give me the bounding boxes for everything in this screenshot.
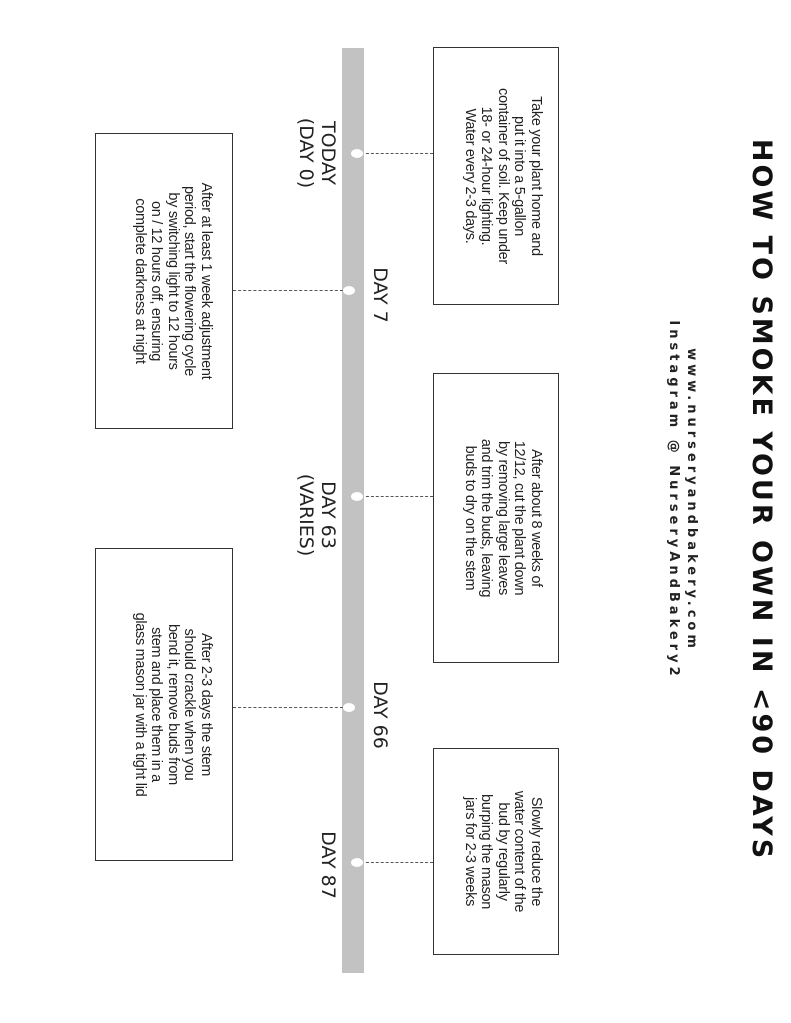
step-4-line: bend it, remove buds from <box>165 624 181 785</box>
step-3-line: 12/12, cut the plant down <box>511 440 528 596</box>
instagram-handle: Instagram @ NurseryAndBakery2 <box>666 320 681 680</box>
step-1-line: 18- or 24-hour lighting. <box>478 106 495 246</box>
step-4-line: glass mason jar with a tight lid <box>132 612 148 797</box>
step-2-line: After at least 1 week adjustment <box>198 182 214 380</box>
milestone-label-3: DAY 63 (VARIES) <box>295 473 339 557</box>
step-box-5 <box>433 748 559 955</box>
step-3-line: and trim the buds, leaving <box>478 438 495 598</box>
step-3-line: After about 8 weeks of <box>528 449 544 587</box>
milestone-dot-2 <box>343 286 355 295</box>
timeline-bar <box>342 48 364 973</box>
milestone-dot-1 <box>351 149 363 158</box>
step-box-2 <box>95 133 233 429</box>
website-text: www.nurseryandbakery.com <box>684 348 699 652</box>
step-2-line: by switching light to 12 hours <box>165 192 181 370</box>
step-5-line: bud by regularly <box>495 802 511 901</box>
step-4-line: After 2-3 days the stem <box>198 633 214 776</box>
milestone-dot-5 <box>351 858 363 867</box>
step-4-line: should crackle when you <box>181 628 198 781</box>
milestone-label-4: DAY 66 <box>369 681 391 749</box>
milestone-label-5: DAY 87 <box>317 831 339 899</box>
page-title: HOW TO SMOKE YOUR OWN IN <90 DAYS <box>746 138 777 862</box>
step-3-line: by removing large leaves <box>495 441 511 595</box>
step-1-line: put it into a 5-gallon <box>511 116 528 236</box>
step-3-line: buds to dry on the stem <box>462 445 478 591</box>
step-2-line: period, start the flowering cycle <box>181 186 198 376</box>
step-5-line: Slowly reduce the <box>528 796 544 907</box>
step-2-line: on / 12 hours off, ensuring <box>148 200 165 362</box>
connector-3 <box>361 496 433 497</box>
milestone-label-1: TODAY (DAY 0) <box>295 117 339 189</box>
step-box-3 <box>433 373 559 663</box>
step-4-line: stem and place them in a <box>148 627 165 782</box>
step-box-1 <box>433 47 559 305</box>
milestone-dot-4 <box>343 703 355 712</box>
connector-1 <box>361 153 433 154</box>
step-1-line: Take your plant home and <box>528 96 544 256</box>
step-5-line: burping the mason <box>478 793 495 909</box>
step-2-line: complete darkness at night <box>132 198 148 364</box>
step-5-line: jars for 2-3 weeks <box>462 796 478 907</box>
connector-4 <box>233 707 343 708</box>
step-box-4 <box>95 548 233 861</box>
milestone-label-2: DAY 7 <box>369 267 391 323</box>
step-1-line: Water every 2-3 days. <box>462 108 478 244</box>
step-5-line: water content of the <box>511 790 528 913</box>
milestone-dot-3 <box>351 492 363 501</box>
step-1-line: container of soil. Keep under <box>495 88 511 264</box>
connector-5 <box>361 862 433 863</box>
connector-2 <box>233 290 343 291</box>
